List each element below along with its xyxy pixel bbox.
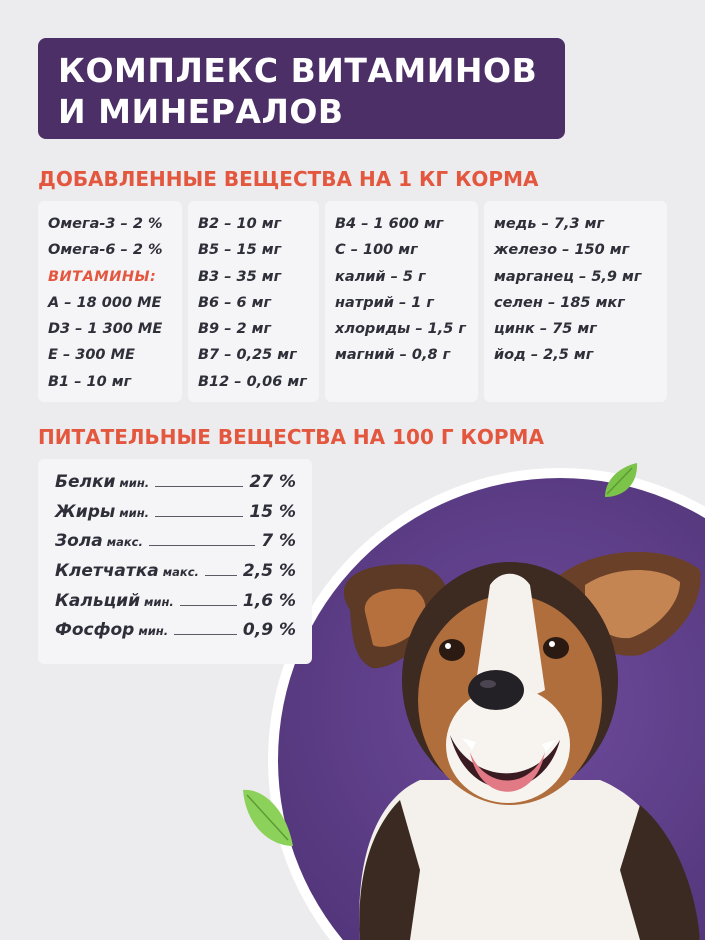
nutrient-name: Жиры <box>55 501 116 522</box>
leader-line <box>155 516 243 517</box>
nutrient-qualifier: мин. <box>138 624 169 639</box>
added-column-2 <box>188 201 319 402</box>
added-substance-item: В7 – 0,25 мг <box>198 347 297 364</box>
leader-line <box>205 575 237 576</box>
added-substance-item: В9 – 2 мг <box>198 321 272 338</box>
nutrient-value: 2,5 % <box>242 561 296 582</box>
nutrient-row <box>55 472 296 502</box>
leader-line <box>174 634 237 635</box>
vitamins-label: ВИТАМИНЫ: <box>48 268 157 285</box>
dog-left-eye <box>439 639 465 661</box>
nutrient-value: 0,9 % <box>242 620 296 641</box>
added-substance-item: Омега-6 – 2 % <box>48 242 163 259</box>
nutrient-name: Белки <box>55 472 116 492</box>
nutrient-qualifier: мин. <box>144 594 174 609</box>
leader-line <box>155 486 243 487</box>
added-substance-item: марганец – 5,9 мг <box>494 268 642 285</box>
added-substance-item: магний – 0,8 г <box>335 347 451 364</box>
nutrient-row <box>55 561 296 591</box>
leader-line <box>180 605 237 606</box>
added-substance-item: В6 – 6 мг <box>198 294 272 311</box>
added-substance-item: Омега-3 – 2 % <box>48 216 163 232</box>
nutrient-qualifier: мин. <box>119 505 150 520</box>
added-substance-item: хлориды – 1,5 г <box>335 321 466 338</box>
added-substance-item: В12 – 0,06 мг <box>198 373 307 390</box>
added-substance-item: А – 18 000 МЕ <box>48 294 162 311</box>
added-substance-item: С – 100 мг <box>335 242 418 259</box>
added-substance-item: В4 – 1 600 мг <box>335 216 444 232</box>
added-substances-heading: ДОБАВЛЕННЫЕ ВЕЩЕСТВА НА 1 КГ КОРМА <box>38 167 539 191</box>
nutrient-name: Фосфор <box>55 620 135 641</box>
added-substance-item: В1 – 10 мг <box>48 373 132 390</box>
added-column-4 <box>484 201 667 402</box>
added-column-3 <box>325 201 478 402</box>
added-substance-item: В2 – 10 мг <box>198 216 282 232</box>
added-substance-item: В3 – 35 мг <box>198 268 282 285</box>
nutrient-row <box>55 591 296 621</box>
nutrient-value: 1,6 % <box>242 590 296 611</box>
nutrients-heading: ПИТАТЕЛЬНЫЕ ВЕЩЕСТВА НА 100 Г КОРМА <box>38 425 544 449</box>
added-substance-item: В5 – 15 мг <box>198 242 282 259</box>
nutrient-name: Кальций <box>55 590 140 611</box>
title-line-1: КОМПЛЕКС ВИТАМИНОВ <box>58 51 538 90</box>
nutrient-value: 15 % <box>249 501 296 522</box>
nutrient-qualifier: макс. <box>162 565 199 580</box>
nutrient-qualifier: мин. <box>119 476 150 490</box>
nutrient-row <box>55 620 296 650</box>
added-substance-item: железо – 150 мг <box>494 242 630 259</box>
nutrient-row <box>55 531 296 561</box>
added-substance-item: йод – 2,5 мг <box>494 347 594 364</box>
added-substance-item: Е – 300 МЕ <box>48 347 135 364</box>
added-substance-item: цинк – 75 мг <box>494 321 597 338</box>
added-substance-item: калий – 5 г <box>335 268 426 285</box>
nutrient-name: Зола <box>55 531 103 552</box>
nutrient-name: Клетчатка <box>55 561 159 582</box>
nutrient-value: 27 % <box>249 472 296 492</box>
nutrients-card <box>38 459 312 664</box>
added-substance-item: селен – 185 мкг <box>494 294 625 311</box>
dog-right-eye <box>543 637 569 659</box>
added-column-1 <box>38 201 182 402</box>
nutrient-row <box>55 502 296 532</box>
title-banner <box>38 38 565 139</box>
nutrient-value: 7 % <box>261 531 296 552</box>
dog-nose <box>468 670 524 710</box>
nutrient-qualifier: макс. <box>106 535 143 550</box>
leader-line <box>149 545 255 546</box>
added-substance-item: медь – 7,3 мг <box>494 216 605 232</box>
title-line-2: И МИНЕРАЛОВ <box>58 92 344 131</box>
added-substance-item: натрий – 1 г <box>335 294 434 311</box>
added-substance-item: D3 – 1 300 МЕ <box>48 321 163 338</box>
